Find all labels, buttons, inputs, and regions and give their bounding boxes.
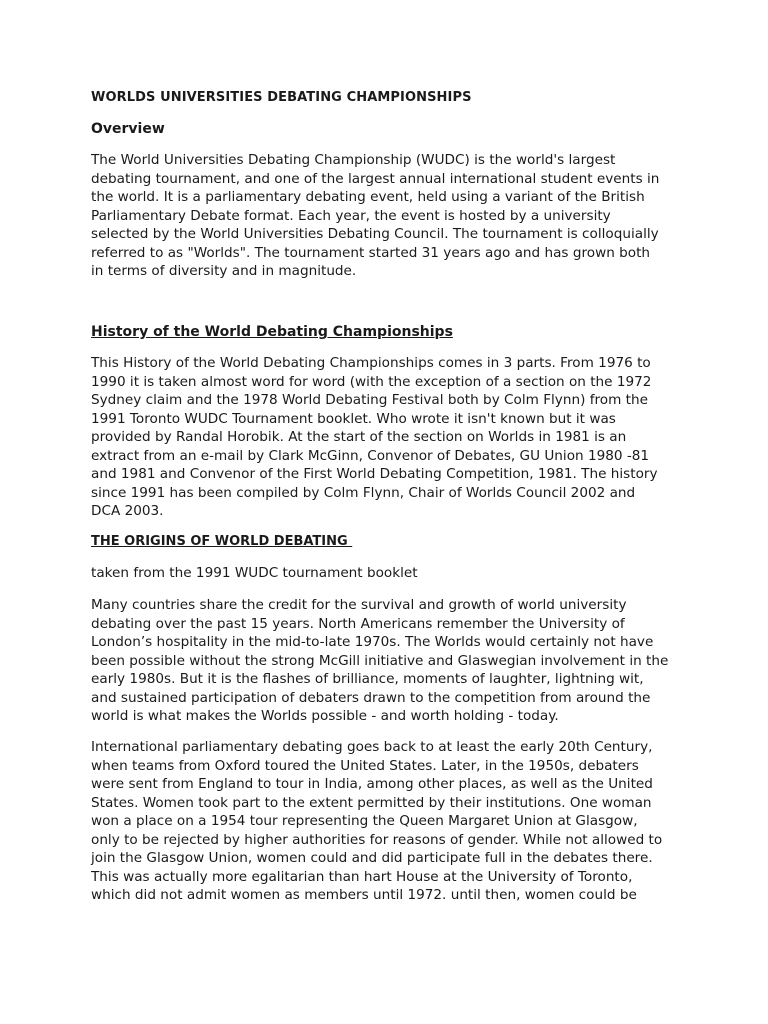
- paragraph-line: London’s hospitality in the mid-to-late 1970s. The Worlds would certainly not have: [91, 634, 654, 650]
- history-heading: History of the World Debating Championships: [91, 324, 453, 340]
- paragraph-line: selected by the World Universities Debating Council. The tournament is colloquially: [91, 226, 659, 242]
- paragraph-line: This was actually more egalitarian than hart House at the University of Toronto,: [91, 868, 633, 885]
- paragraph-line: in terms of diversity and in magnitude.: [91, 263, 357, 279]
- paragraph-line: debating tournament, and one of the largest annual international student events in: [91, 170, 660, 187]
- paragraph-line: This History of the World Debating Championships comes in 3 parts. From 1976 to: [91, 355, 651, 371]
- paragraph-line: since 1991 has been compiled by Colm Flynn, Chair of Worlds Council 2002 and: [91, 484, 636, 501]
- overview-heading: Overview: [91, 121, 165, 137]
- paragraph-line: and 1981 and Convenor of the First World Debating Competition, 1981. The history: [91, 466, 658, 482]
- paragraph-line: when teams from Oxford toured the United States. Later, in the 1950s, debaters: [91, 757, 639, 774]
- paragraph-line: and sustained participation of debaters drawn to the competition from around the: [91, 689, 651, 706]
- international-paragraph: [91, 738, 691, 905]
- origins-paragraph: [91, 596, 691, 726]
- paragraph-line: 1990 it is taken almost word for word (with the exception of a section on the 1972: [91, 373, 652, 390]
- paragraph-line: Sydney claim and the 1978 World Debating Festival both by Colm Flynn) from the: [91, 392, 648, 408]
- paragraph-line: International parliamentary debating goes back to at least the early 20th Century,: [91, 739, 653, 755]
- paragraph-line: were sent from England to tour in India, among other places, as well as the United: [91, 776, 653, 792]
- paragraph-line: provided by Randal Horobik. At the start of the section on Worlds in 1981 is an: [91, 429, 627, 445]
- paragraph-line: referred to as "Worlds". The tournament started 31 years ago and has grown both: [91, 244, 651, 261]
- paragraph-line: join the Glasgow Union, women could and did participate full in the debates there.: [91, 850, 653, 866]
- paragraph-line: early 1980s. But it is the flashes of brilliance, moments of laughter, lightning wit,: [91, 671, 644, 687]
- overview-paragraph: [91, 151, 691, 281]
- paragraph-line: DCA 2003.: [91, 503, 164, 519]
- paragraph-line: won a place on a 1954 tour representing the Queen Margaret Union at Glasgow,: [91, 813, 638, 829]
- paragraph-line: the world. It is a parliamentary debating event, held using a variant of the British: [91, 189, 645, 205]
- document-title: WORLDS UNIVERSITIES DEBATING CHAMPIONSHIPS: [91, 90, 472, 105]
- paragraph-line: been possible without the strong McGill initiative and Glaswegian involvement in the: [91, 652, 669, 669]
- paragraph-line: States. Women took part to the extent permitted by their institutions. One woman: [91, 794, 652, 811]
- paragraph-line: debating over the past 15 years. North Americans remember the University of: [91, 615, 625, 632]
- origins-source-line: taken from the 1991 WUDC tournament booklet: [91, 565, 418, 581]
- paragraph-line: The World Universities Debating Championship (WUDC) is the world's largest: [91, 152, 616, 168]
- paragraph-line: 1991 Toronto WUDC Tournament booklet. Who wrote it isn't known but it was: [91, 410, 616, 427]
- paragraph-line: extract from an e-mail by Clark McGinn, Convenor of Debates, GU Union 1980 -81: [91, 447, 650, 464]
- history-paragraph: [91, 354, 691, 521]
- paragraph-line: world is what makes the Worlds possible - and worth holding - today.: [91, 708, 559, 724]
- paragraph-line: Many countries share the credit for the survival and growth of world university: [91, 597, 627, 613]
- paragraph-line: which did not admit women as members until 1972. until then, women could be: [91, 887, 637, 903]
- origins-heading: THE ORIGINS OF WORLD DEBATING: [91, 534, 353, 549]
- paragraph-line: only to be rejected by higher authorities for reasons of gender. While not allowed to: [91, 831, 663, 848]
- paragraph-line: Parliamentary Debate format. Each year, the event is hosted by a university: [91, 207, 611, 224]
